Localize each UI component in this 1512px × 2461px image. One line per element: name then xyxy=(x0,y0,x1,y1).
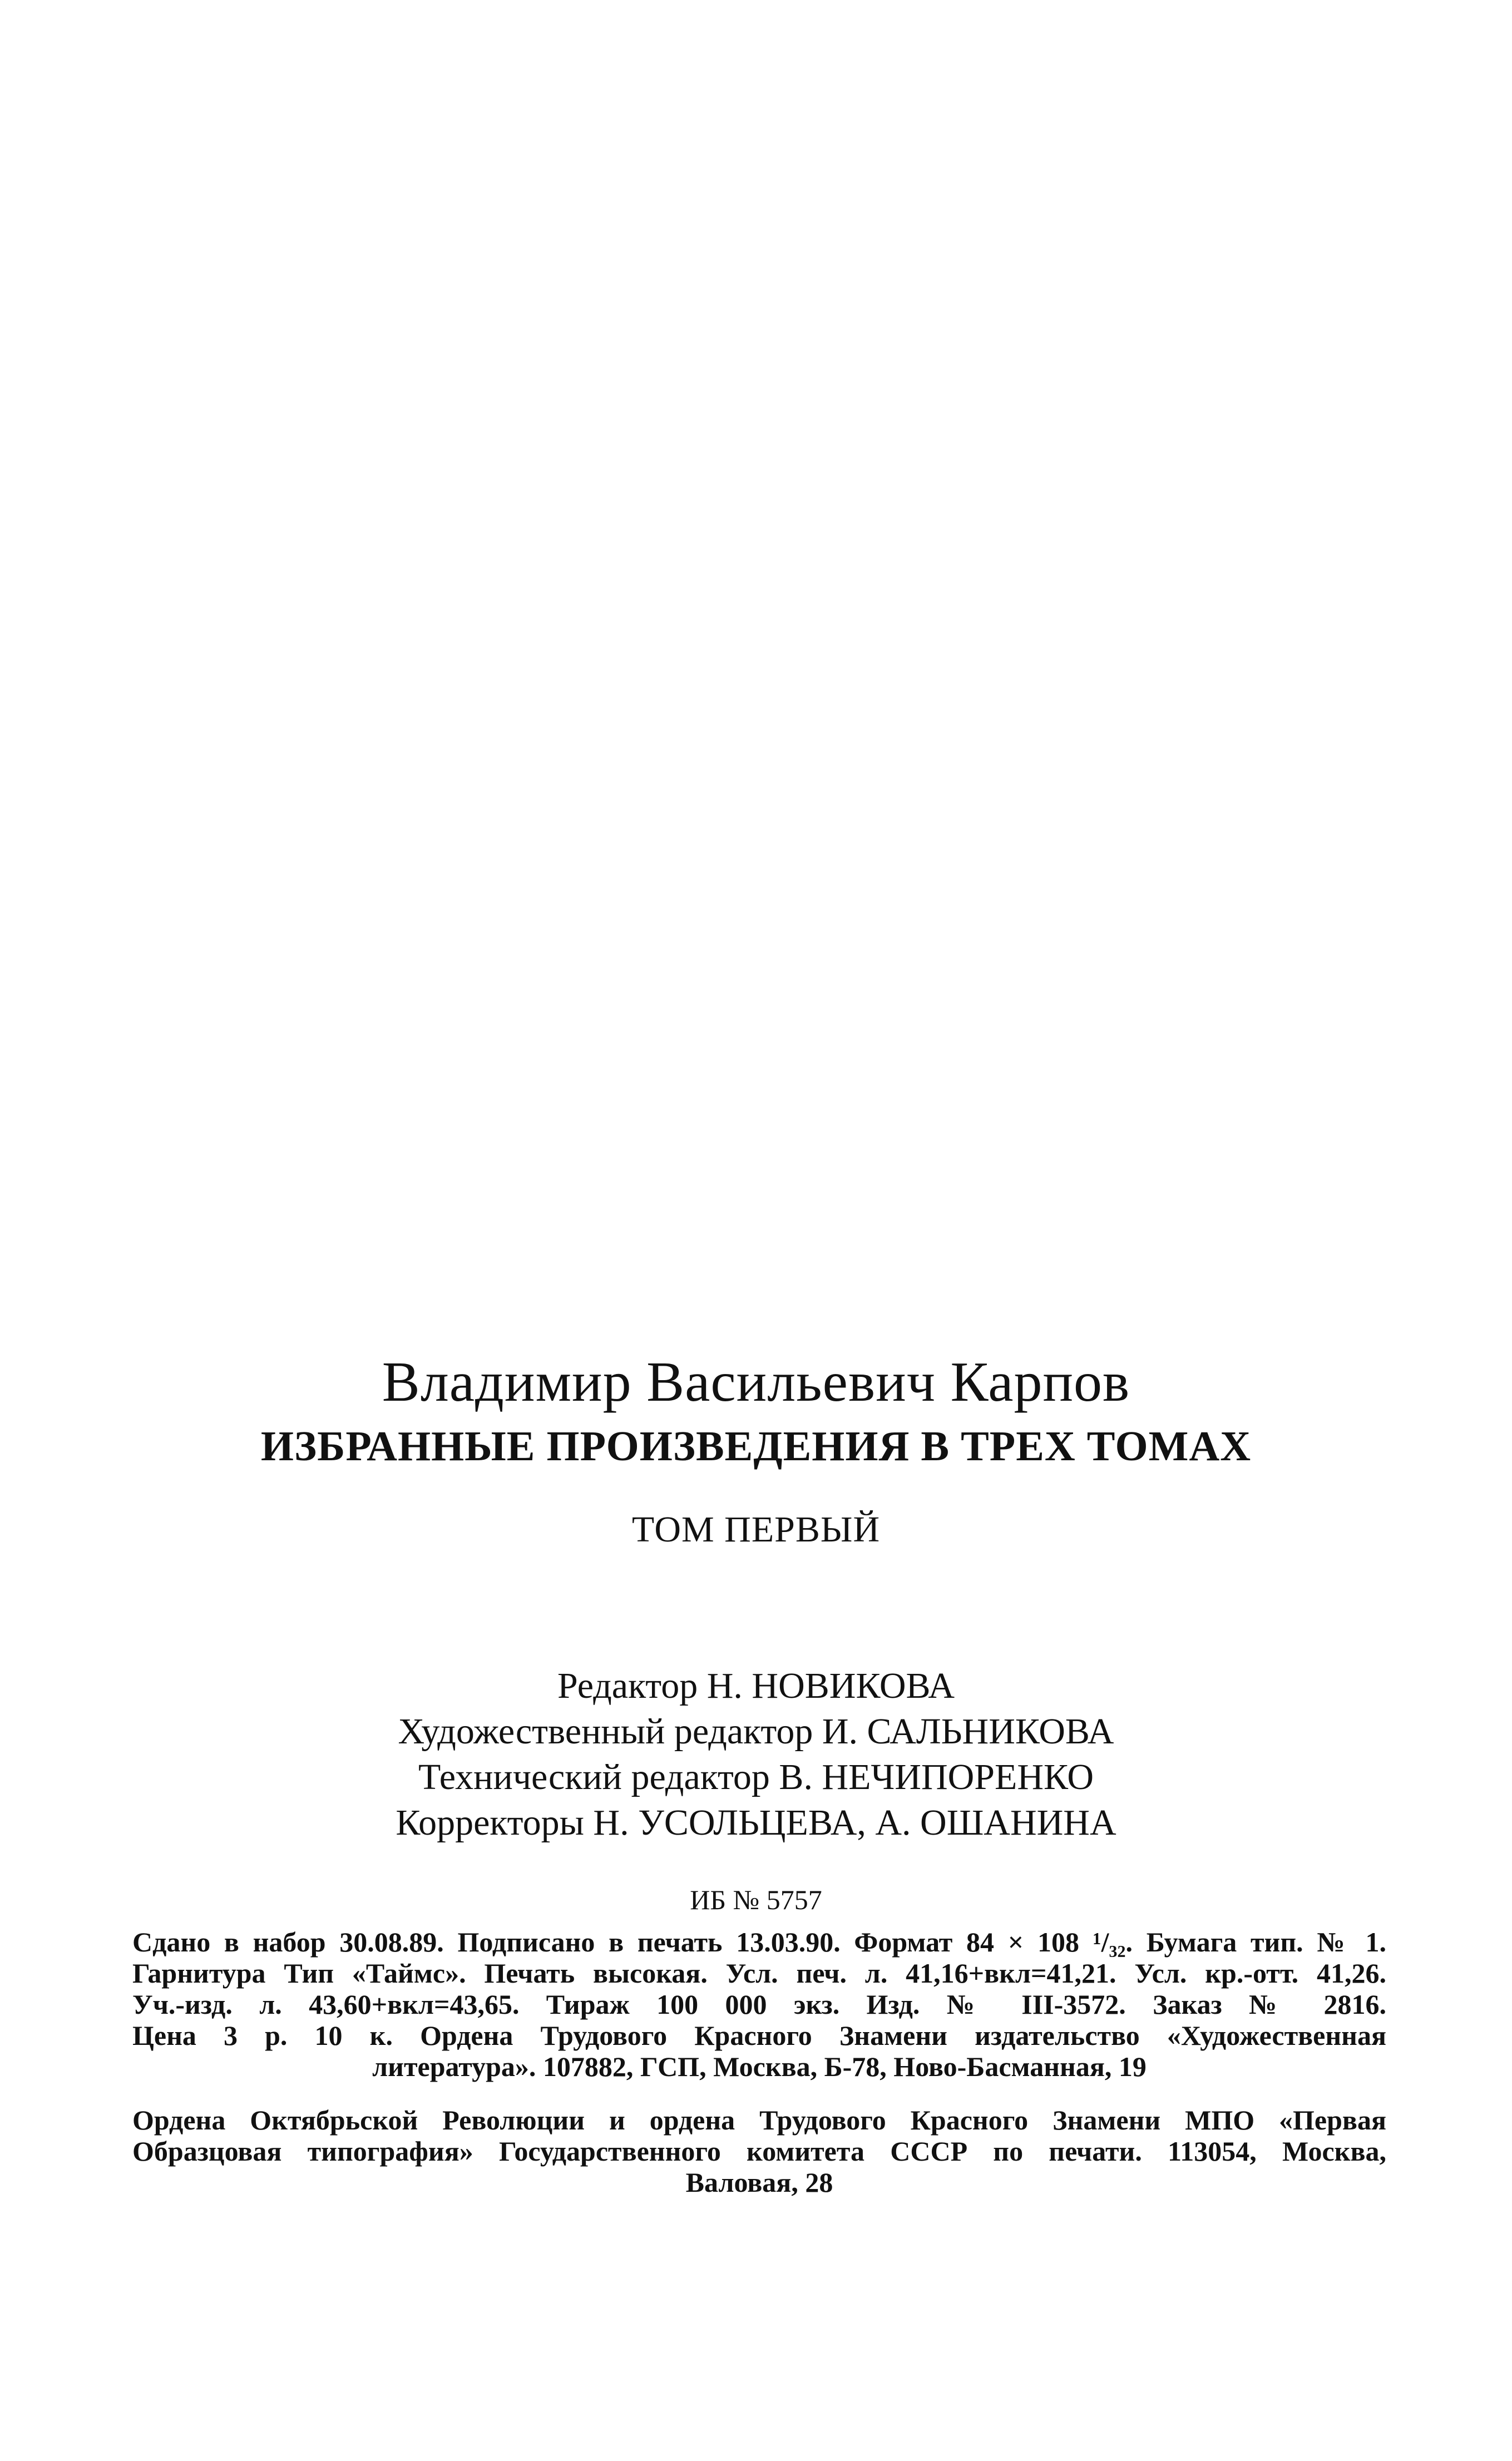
imprint-line: Сдано в набор 30.08.89. Подписано в печать 13.03.90. Формат 84 × 108 ¹/₃₂. Бумага тип. № 1. xyxy=(132,1926,1386,1958)
credit-proofreaders: Корректоры Н. УСОЛЬЦЕВА, А. ОШАНИНА xyxy=(396,1802,1116,1843)
work-title: ИЗБРАННЫЕ ПРОИЗВЕДЕНИЯ В ТРЕХ ТОМАХ xyxy=(260,1423,1252,1470)
imprint-line: литература». 107882, ГСП, Москва, Б-78, Ново-Басманная, 19 xyxy=(372,2051,1147,2082)
printer-line: Валовая, 28 xyxy=(685,2167,833,2198)
editorial-credits xyxy=(0,1663,1512,1846)
credit-technical-editor: Технический редактор В. НЕЧИПОРЕНКО xyxy=(418,1757,1094,1797)
publication-imprint xyxy=(132,1926,1386,2082)
author-name: Владимир Васильевич Карпов xyxy=(382,1351,1130,1414)
credit-editor: Редактор Н. НОВИКОВА xyxy=(557,1666,955,1706)
credit-art-editor: Художественный редактор И. САЛЬНИКОВА xyxy=(398,1711,1114,1752)
printer-line: Ордена Октябрьской Революции и ордена Трудового Красного Знамени МПО «Первая xyxy=(132,2104,1386,2136)
ib-number: ИБ № 5757 xyxy=(690,1884,822,1915)
imprint-line: Уч.-изд. л. 43,60+вкл=43,65. Тираж 100 000 экз. Изд. № III-3572. Заказ № 2816. xyxy=(132,1989,1386,2020)
imprint-line: Цена 3 р. 10 к. Ордена Трудового Красного Знамени издательство «Художественная xyxy=(132,2020,1386,2051)
volume-label: ТОМ ПЕРВЫЙ xyxy=(631,1509,881,1550)
printer-line: Образцовая типография» Государственного комитета СССР по печати. 113054, Москва, xyxy=(132,2136,1386,2167)
printer-imprint xyxy=(132,2104,1386,2198)
imprint-line: Гарнитура Тип «Таймс». Печать высокая. Усл. печ. л. 41,16+вкл=41,21. Усл. кр.-отт. 41,26. xyxy=(132,1958,1386,1989)
